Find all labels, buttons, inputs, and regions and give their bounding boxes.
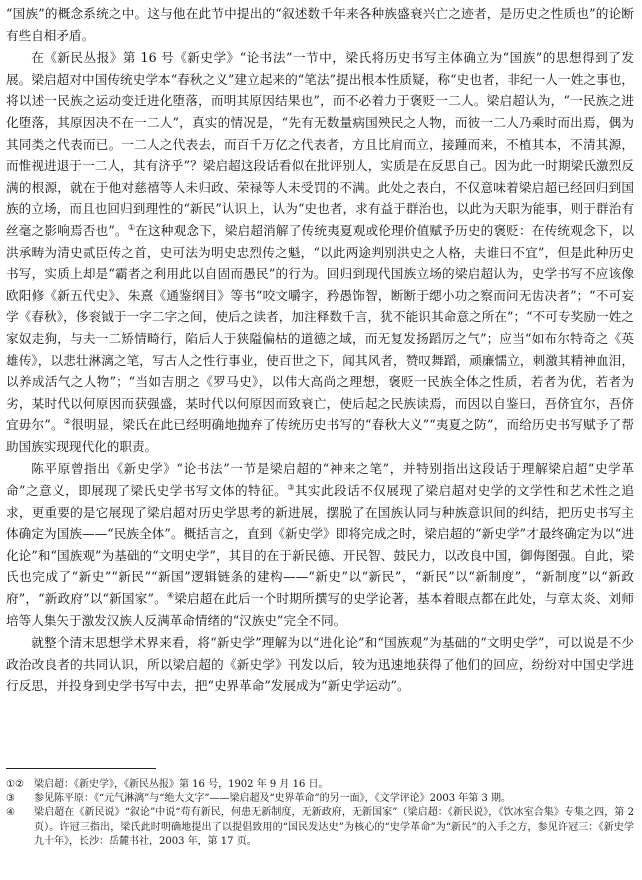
text-segment: 就整个清末思想学术界来看，将“新史学”理解为以“进化论”和“国族观”为基础的“文明史学”，可以说是不少政治改良者的共同认识，所以梁启超的《新史学》刊发以后，较为迅速地获得了他们的回应，纷纷对中国史学进行反思，并投身到史学书写中去，把“史界革命”发展成为“新史学运动”。	[6, 635, 634, 694]
footnote-item	[6, 778, 634, 792]
footnote-reference[interactable]: ④	[166, 590, 175, 600]
footnote-item	[6, 806, 634, 849]
footnote-mark: ④	[6, 807, 15, 819]
text-segment: “国族”的概念系统之中。这与他在此节中提出的“叙述数千年来各种族盛衰兴亡之迹者，是历史之性质也”的论断有些自相矛盾。	[6, 6, 634, 43]
footnote-divider	[6, 768, 156, 769]
text-segment: 在《新民丛报》第 16 号《新史学》“论书法”一节中，梁氏将历史书写主体确立为“国族”的思想得到了发展。梁启超对中国传统史学本“春秋之义”建立起来的“笔法”提出根本性质疑，称“史也者，非纪一人一姓之事也，将以述一民族之运动变迁进化堕落，而明其原因结果也”，而不必着力于褒贬一二人。梁启超认为，“一民族之进化堕落，其原因决不在一二人”，真实的情况是，“先有无数量病国殃民之人物，而彼一二人乃乘时而出焉，偶为其同类之代表而已。一二人之代表去，而百千万亿之代表者，方且比肩而立，接踵而来，不植其本，不清其源，而惟视进退于一二人，其有济乎”？梁启超这段话看似在批评别人，实质是在反思自己。因为此一时期梁氏激烈反满的根源，就在于他对慈禧等人未归政、荣禄等人未受罚的不满。此处之表白，不仅意味着梁启超已经回归到国族的立场，而且也回归到理性的“新民”认识上，认为“史也者，求有益于群治也，以此为天职为能事，则于群治有丝毫之影响焉否也”。	[6, 50, 634, 238]
footnote-text: 梁启超：《新史学》，《新民丛报》第 16 号，1902 年 9 月 16 日。	[34, 779, 329, 790]
main-text-block	[6, 3, 634, 697]
footnotes-block	[6, 778, 634, 849]
footnote-text: 参见陈平原：《“元气淋漓”与“绝大文字”——梁启超及“史界革命”的另一面》，《文学评论》2003 年第 3 期。	[34, 793, 512, 805]
paragraph-p4	[6, 632, 634, 697]
paragraph-p1	[6, 3, 634, 46]
text-segment: 梁启超在此后一个时期所撰写的史学论著，基本着眼点都在此处，与章太炎、刘师培等人集矢于激发汉族人反满革命情绪的“汉族史”完全不同。	[6, 591, 635, 628]
paragraph-p2	[6, 47, 634, 457]
footnote-text: 梁启超在《新民说》“叙论”中说“苟有新民，何患无新制度，无新政府，无新国家”（梁启超：《新民说》，《饮冰室合集》专集之四，第 2 页）。许冠三指出，梁氏此时明确地提出了以提倡致用的“国民发达史”为核心的“史学革命”为“新民”的入手之方，参见许冠三：《新史学九十年》，长沙：岳麓书社，2003 年，第 17 页。	[34, 807, 634, 847]
footnote-reference[interactable]: ①	[127, 222, 136, 232]
text-segment: 其实此段话不仅展现了梁启超对史学的文学性和艺术性之追求，更重要的是它展现了梁启超对历史学思考的新进展，摆脱了在国族认同与种族意识间的纠结，把历史书写主体确定为国族——“民族全体”。概括言之，直到《新史学》即将完成之时，梁启超的“新史学”才最终确定为以“进化论”和“国族观”为基础的“文明史学”，其目的在于新民德、开民智、鼓民力，以改良中国，御侮图强。自此，梁氏也完成了“新史”“新民”“新国”逻辑链条的建构——“新史”以“新民”，“新民”以“新制度”，“新制度”以“新政府”，“新政府”以“新国家”。	[6, 483, 634, 607]
footnote-mark: ③	[6, 793, 15, 805]
text-segment: 很明显，梁氏在此已经明确地抛弃了传统历史书写的“春秋大义”“夷夏之防”，而给历史书写赋予了帮助国族实现现代化的职责。	[6, 417, 634, 454]
footnote-mark: ①②	[6, 779, 24, 790]
paragraph-p3	[6, 458, 634, 631]
footnote-reference[interactable]: ②	[63, 417, 72, 427]
text-segment: 在这种观念下，梁启超消解了传统夷夏观或伦理价值赋予历史的褒贬：在传统观念下，以洪承畴为清史贰臣传之首，史可法为明史忠烈传之魁，“以此两途判别洪史之人格，夫谁曰不宜”，但是此种历史书写，实质上却是“霸者之利用此以自固而愚民”的行为。回归到现代国族立场的梁启超认为，史学书写不应该像欧阳修《新五代史》、朱熹《通鉴纲目》等书“咬文嚼字，矜愚饰智，断断于缌小功之察而问无齿决者”；“不可妄学《春秋》，侈衮钺于一字二字之间，使后之读者，加注释数千言，犹不能识其命意之所在”；“不可专奖励一姓之家奴走狗，与夫一二矫情畸行，陷后人于狭隘偏枯的道德之域，而无复发扬蹈厉之气”；应当“如布尔特奇之《英雄传》，以悲壮淋漓之笔，写古人之性行事业，使百世之下，闻其风者，赞叹舞蹈，顽廉懦立，刺激其精神血泪，以养成活气之人物”；“当如吉朋之《罗马史》，以伟大高尚之理想，褒贬一民族全体之性质，若者为优，若者为劣，某时代以何原因而获强盛，某时代以何原因而致衰亡，使后起之民族读焉，而因以自鉴曰，吾侪宜尔，吾侪宜毋尔”。	[6, 222, 635, 433]
text-segment: 陈平原曾指出《新史学》“论书法”一节是梁启超的“神来之笔”，并特别指出这段话于理解梁启超“史学革命”之意义，即展现了梁氏史学书写文体的特征。	[6, 461, 634, 499]
footnote-item	[6, 792, 634, 806]
footnote-reference[interactable]: ③	[287, 482, 295, 492]
